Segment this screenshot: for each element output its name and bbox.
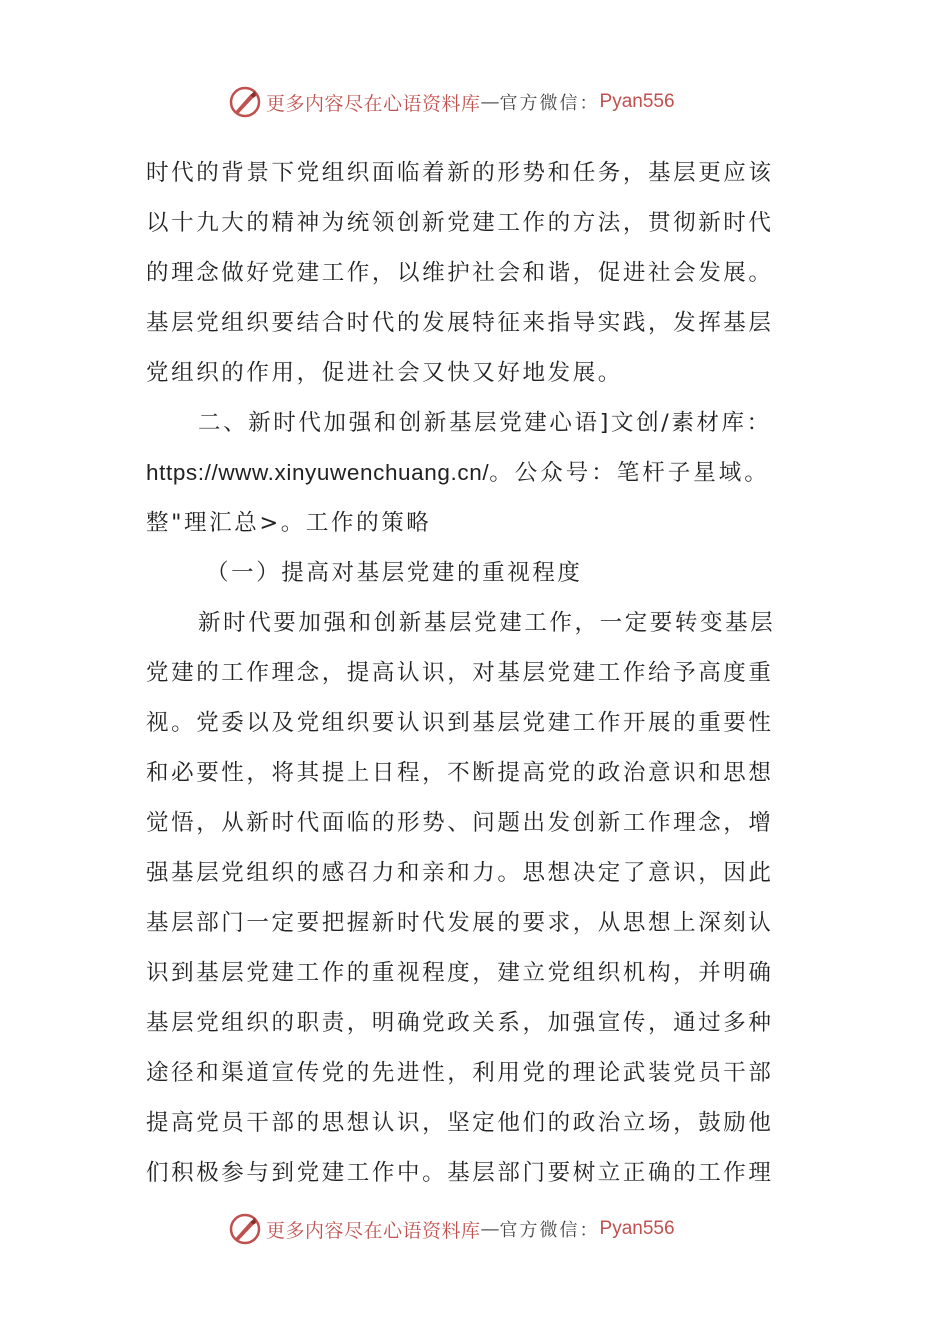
body-line: 时代的背景下党组织面临着新的形势和任务，基层更应该: [146, 160, 774, 186]
body-line: 基层党组织的职责，明确党政关系，加强宣传，通过多种: [146, 1010, 774, 1036]
pen-logo-icon: [228, 1212, 262, 1246]
subsection-heading: （一）提高对基层党建的重视程度: [206, 560, 583, 586]
header-banner: [228, 84, 675, 120]
url-trailing-text: 。公众号：笔杆子星域。: [489, 460, 770, 486]
body-line: 视。党委以及党组织要认识到基层党建工作开展的重要性: [146, 710, 774, 736]
body-line: 强基层党组织的感召力和亲和力。思想决定了意识，因此: [146, 860, 774, 886]
body-line: 以十九大的精神为统领创新党建工作的方法，贯彻新时代: [146, 210, 774, 236]
body-line: 觉悟，从新时代面临的形势、问题出发创新工作理念，增: [146, 810, 774, 836]
body-line: 基层部门一定要把握新时代发展的要求，从思想上深刻认: [146, 910, 774, 936]
url-link[interactable]: https://www.xinyuwenchuang.cn/: [146, 460, 490, 485]
body-line: 整"理汇总>。工作的策略: [146, 510, 432, 536]
banner-wechat-label: 官方微信：: [499, 1220, 600, 1241]
banner-dash: —: [480, 1218, 500, 1240]
body-line: 识到基层党建工作的重视程度，建立党组织机构，并明确: [146, 960, 774, 986]
body-line: 基层党组织要结合时代的发展特征来指导实践，发挥基层: [146, 310, 774, 336]
body-line: 提高党员干部的思想认识，坚定他们的政治立场，鼓励他: [146, 1110, 774, 1136]
body-line: 党建的工作理念，提高认识，对基层党建工作给予高度重: [146, 660, 774, 686]
body-line: 党组织的作用，促进社会又快又好地发展。: [146, 360, 623, 386]
body-line-url: [146, 448, 808, 498]
banner-wechat-label: 官方微信：: [499, 93, 600, 114]
banner-wechat-id: Pyan556: [599, 91, 675, 112]
body-line: 途径和渠道宣传党的先进性，利用党的理论武装党员干部: [146, 1060, 774, 1086]
banner-title: 更多内容尽在心语资料库: [266, 92, 481, 115]
banner-dash: —: [480, 91, 500, 113]
banner-title: 更多内容尽在心语资料库: [266, 1219, 481, 1242]
banner-wechat-id: Pyan556: [599, 1218, 675, 1239]
pen-logo-icon: [228, 85, 262, 119]
footer-banner: [228, 1211, 675, 1247]
paragraph-start: 新时代要加强和创新基层党建工作，一定要转变基层: [198, 610, 776, 636]
section-heading: 二、新时代加强和创新基层党建心语]文创/素材库：: [198, 410, 772, 436]
document-body: [146, 148, 808, 1198]
body-line: 们积极参与到党建工作中。基层部门要树立正确的工作理: [146, 1160, 774, 1186]
body-line: 和必要性，将其提上日程，不断提高党的政治意识和思想: [146, 760, 774, 786]
body-line: 的理念做好党建工作，以维护社会和谐，促进社会发展。: [146, 260, 774, 286]
